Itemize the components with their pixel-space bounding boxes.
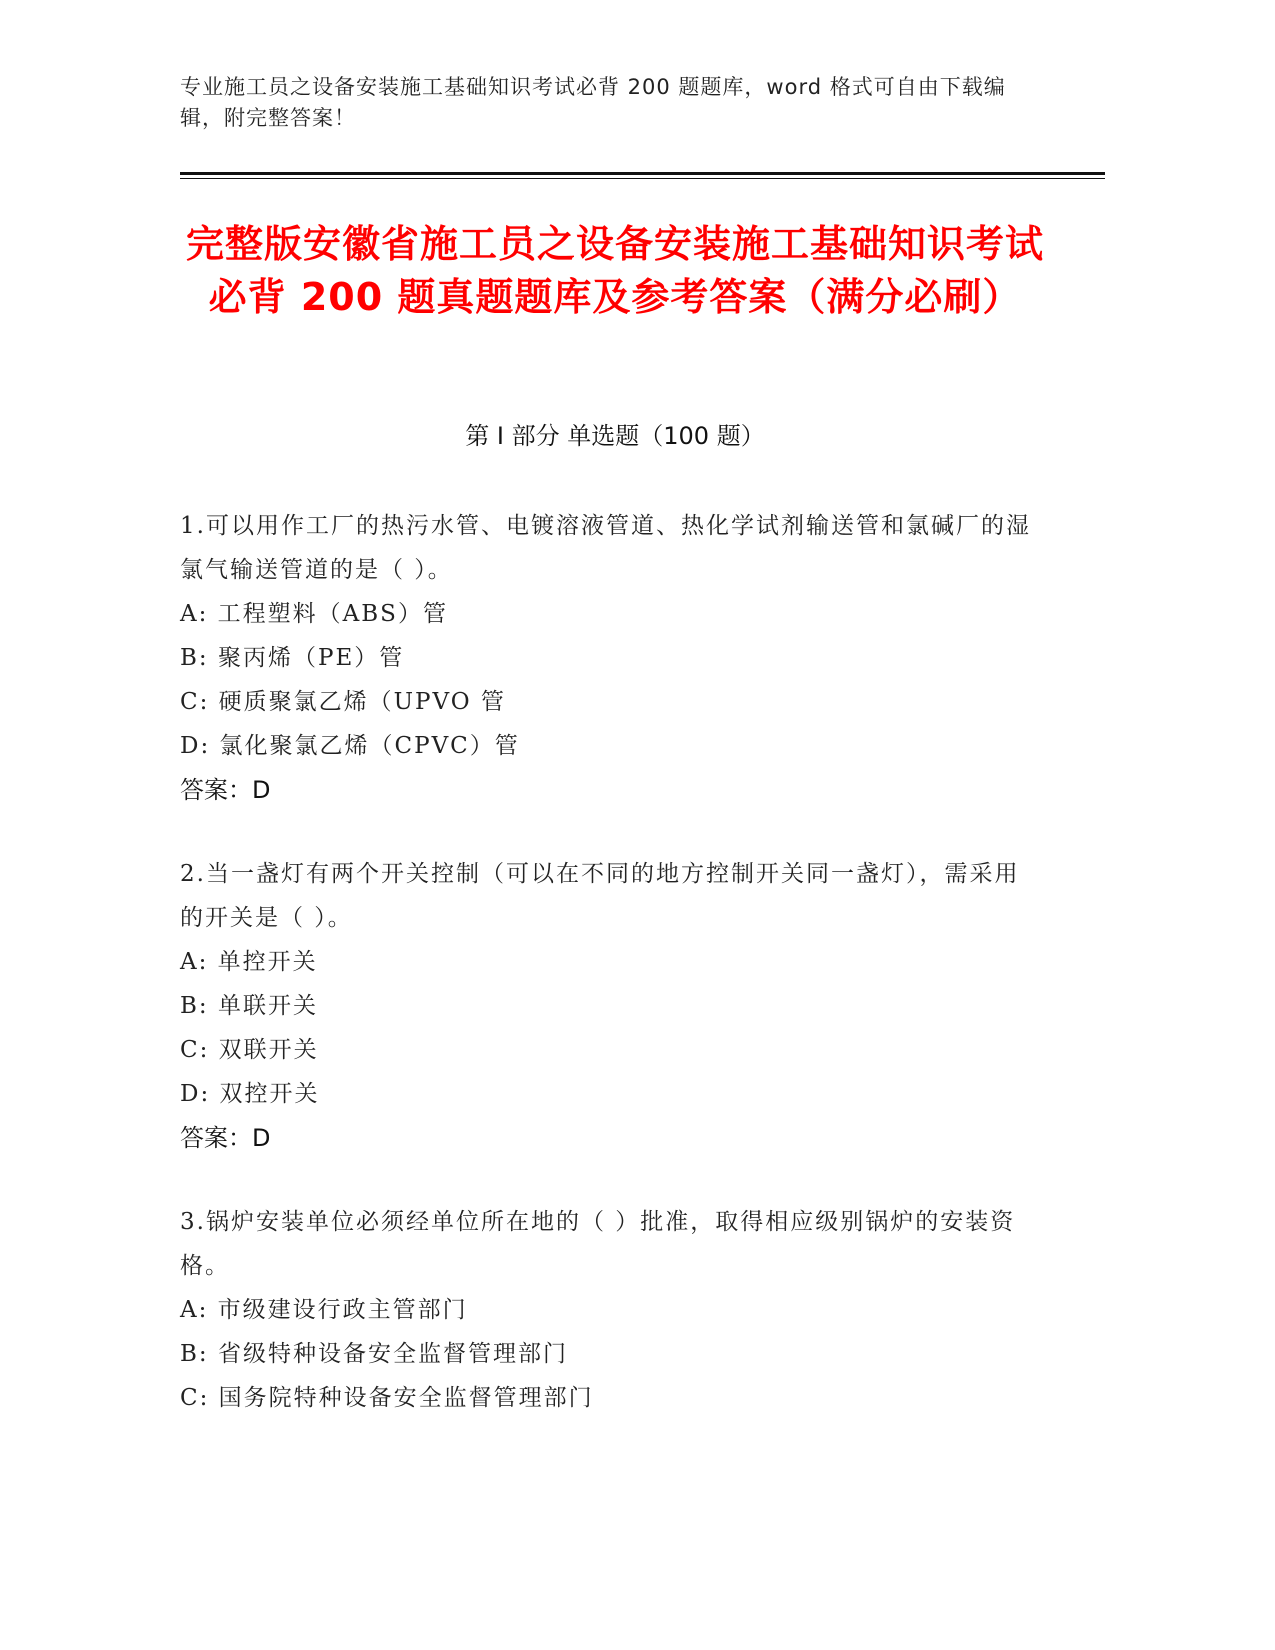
- question-1: [180, 504, 1040, 812]
- answer-label: 答案：D: [180, 776, 271, 804]
- option-c: C: 硬质聚氯乙烯（UPVO 管: [180, 689, 506, 715]
- option-c: C: 双联开关: [180, 1037, 319, 1063]
- option-b: B: 单联开关: [180, 993, 318, 1019]
- question-stem: 3.锅炉安装单位必须经单位所在地的（ ）批准，取得相应级别锅炉的安装资格。: [180, 1209, 1016, 1279]
- header-note: 专业施工员之设备安装施工基础知识考试必背 200 题题库，word 格式可自由下载编辑，附完整答案！: [180, 75, 1006, 130]
- question-stem: 1.可以用作工厂的热污水管、电镀溶液管道、热化学试剂输送管和氯碱厂的湿氯气输送管道的是（ ）。: [180, 513, 1031, 583]
- document-title: 完整版安徽省施工员之设备安装施工基础知识考试必背 200 题真题题库及参考答案（满分必刷）: [185, 222, 1044, 319]
- question-stem: 2.当一盏灯有两个开关控制（可以在不同的地方控制开关同一盏灯），需采用的开关是（ ）。: [180, 861, 1020, 931]
- option-b: B: 省级特种设备安全监督管理部门: [180, 1341, 568, 1367]
- option-b: B: 聚丙烯（PE）管: [180, 645, 405, 671]
- header-divider-thin: [180, 178, 1105, 179]
- option-a: A: 市级建设行政主管部门: [180, 1297, 468, 1323]
- question-3: [180, 1200, 1040, 1420]
- option-d: D: 双控开关: [180, 1081, 320, 1107]
- header-divider-thick: [180, 172, 1105, 175]
- question-2: [180, 852, 1040, 1160]
- answer-label: 答案：D: [180, 1124, 271, 1152]
- option-a: A: 工程塑料（ABS）管: [180, 601, 448, 627]
- option-a: A: 单控开关: [180, 949, 318, 975]
- option-c: C: 国务院特种设备安全监督管理部门: [180, 1385, 594, 1411]
- option-d: D: 氯化聚氯乙烯（CPVC）管: [180, 733, 520, 759]
- section-title: 第 I 部分 单选题（100 题）: [465, 422, 765, 450]
